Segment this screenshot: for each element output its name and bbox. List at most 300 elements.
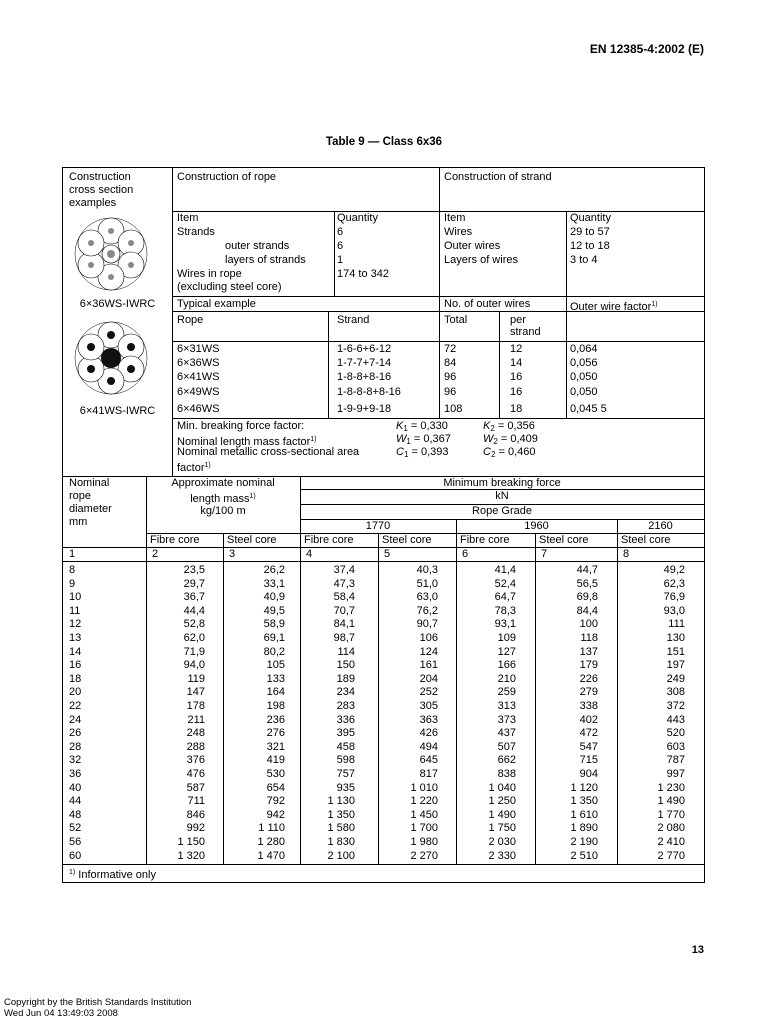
value-cell: 109: [497, 632, 516, 644]
value-cell: 1 040: [488, 782, 516, 794]
value-cell: 249: [666, 673, 685, 685]
mass-header: Approximate nominal: [171, 477, 275, 489]
value-cell: 279: [579, 686, 598, 698]
value-cell: 338: [579, 700, 598, 712]
diameter-cell: 9: [69, 578, 76, 590]
value-cell: 56,5: [576, 578, 598, 590]
value-cell: 1 830: [327, 836, 355, 848]
diameter-header: mm: [69, 516, 88, 528]
factor-c1: $C_1 = 0,393$: [396, 446, 449, 459]
value-cell: 308: [666, 686, 685, 698]
copyright-date: Wed Jun 04 13:49:03 2008: [4, 1008, 118, 1019]
diameter-cell: 22: [69, 700, 82, 712]
area-factor-label-cont: [177, 459, 211, 475]
rope-construction-heading: Construction of rope: [177, 171, 277, 183]
value-cell: 2 270: [410, 850, 438, 862]
value-cell: 52,8: [183, 618, 205, 630]
value-cell: 711: [187, 795, 205, 807]
value-cell: 119: [187, 673, 205, 685]
strand-quantity: 29 to 57: [570, 226, 610, 238]
value-cell: 64,7: [494, 591, 516, 603]
outer-wire-factor-heading: [570, 298, 658, 314]
value-cell: 313: [497, 700, 516, 712]
value-cell: 124: [419, 646, 438, 658]
rule: [63, 561, 704, 562]
value-cell: 935: [336, 782, 355, 794]
grade-1960: 1960: [524, 520, 549, 532]
value-cell: 70,7: [333, 605, 355, 617]
value-cell: 1 280: [257, 836, 285, 848]
value-cell: 98,7: [333, 632, 355, 644]
typical-rope: 6×36WS: [177, 357, 220, 369]
value-cell: 2 080: [657, 822, 685, 834]
value-cell: 662: [497, 754, 516, 766]
value-cell: 1 490: [488, 809, 516, 821]
mass-unit: kg/100 m: [200, 505, 246, 517]
value-cell: 236: [266, 714, 285, 726]
value-cell: 58,4: [333, 591, 355, 603]
value-cell: 44,7: [576, 564, 598, 576]
value-cell: 100: [579, 618, 598, 630]
value-cell: 426: [419, 727, 438, 739]
diameter-header: Nominal: [69, 477, 110, 489]
rope-item: Strands: [177, 226, 215, 238]
value-cell: 49,2: [663, 564, 685, 576]
value-cell: 147: [186, 686, 205, 698]
value-cell: 23,5: [183, 564, 205, 576]
example-label-2: 6×41WS-IWRC: [79, 405, 156, 417]
rope-table: [62, 167, 705, 883]
rope-grade-header: Rope Grade: [472, 505, 532, 517]
value-cell: 2 510: [570, 850, 598, 862]
rope-item-header: Item: [177, 212, 199, 224]
value-cell: 395: [336, 727, 355, 739]
rope-quantity: 6: [337, 226, 344, 238]
value-cell: 1 770: [657, 809, 685, 821]
typical-rope: 6×49WS: [177, 386, 220, 398]
footnote: [69, 866, 156, 882]
value-cell: 904: [579, 768, 598, 780]
value-cell: 133: [266, 673, 285, 685]
core-label: Steel core: [382, 534, 432, 546]
core-label: Steel core: [621, 534, 671, 546]
value-cell: 52,4: [494, 578, 516, 590]
rope-header: Rope: [177, 314, 204, 326]
typical-total: 96: [444, 371, 457, 383]
value-cell: 1 110: [258, 822, 285, 834]
value-cell: 321: [266, 741, 285, 753]
factor-w1-value: = 0,367: [413, 433, 451, 445]
typical-strand: 1-6-6+6-12: [337, 343, 392, 355]
diameter-cell: 12: [69, 618, 82, 630]
rule: [172, 211, 704, 212]
value-cell: 1 890: [570, 822, 598, 834]
footnote-ref: 1): [310, 436, 317, 443]
value-cell: 69,8: [576, 591, 598, 603]
value-cell: 2 030: [488, 836, 516, 848]
diameter-cell: 18: [69, 673, 82, 685]
rope-cross-section-ws-iwrc-image: [73, 320, 149, 396]
value-cell: 372: [666, 700, 685, 712]
page-number: 13: [691, 944, 704, 956]
value-cell: 476: [186, 768, 205, 780]
rule: [172, 418, 704, 419]
outer-wire-factor-text: Outer wire factor: [570, 301, 652, 313]
rule: [334, 211, 335, 296]
value-cell: 62,3: [663, 578, 685, 590]
mass-header-text: length mass: [190, 493, 250, 505]
value-cell: 472: [579, 727, 598, 739]
value-cell: 2 100: [327, 850, 355, 862]
value-cell: 1 120: [570, 782, 598, 794]
factor-w2: $W_2 = 0,409$: [483, 433, 538, 446]
value-cell: 992: [186, 822, 205, 834]
column-number: 8: [623, 548, 630, 560]
factor-w2-value: = 0,409: [500, 433, 538, 445]
typical-rope: 6×41WS: [177, 371, 220, 383]
value-cell: 63,0: [416, 591, 438, 603]
value-cell: 111: [668, 618, 685, 630]
value-cell: 305: [419, 700, 438, 712]
value-cell: 197: [666, 659, 685, 671]
rope-quantity: 174 to 342: [337, 268, 389, 280]
value-cell: 715: [579, 754, 598, 766]
total-header: Total: [444, 314, 468, 326]
diameter-cell: 11: [69, 605, 81, 617]
value-cell: 234: [336, 686, 355, 698]
value-cell: 1 010: [410, 782, 438, 794]
typical-per-strand: 16: [510, 386, 523, 398]
footnote-ref: 1): [204, 462, 211, 469]
diameter-cell: 20: [69, 686, 82, 698]
rope-item: layers of strands: [225, 254, 306, 266]
value-cell: 443: [666, 714, 685, 726]
value-cell: 259: [497, 686, 516, 698]
value-cell: 76,2: [416, 605, 438, 617]
factor-c1-value: = 0,393: [411, 446, 449, 458]
value-cell: 105: [266, 659, 285, 671]
value-cell: 226: [579, 673, 598, 685]
value-cell: 49,5: [263, 605, 285, 617]
mbf-header: Minimum breaking force: [443, 477, 561, 489]
strand-quantity: 3 to 4: [570, 254, 598, 266]
rope-item: Wires in rope: [177, 268, 242, 280]
value-cell: 276: [266, 727, 285, 739]
value-cell: 598: [336, 754, 355, 766]
value-cell: 942: [266, 809, 285, 821]
diameter-cell: 44: [69, 795, 82, 807]
value-cell: 211: [187, 714, 205, 726]
value-cell: 1 130: [327, 795, 355, 807]
typical-per-strand: 18: [510, 403, 523, 415]
value-cell: 252: [419, 686, 438, 698]
value-cell: 507: [497, 741, 516, 753]
rule: [566, 211, 567, 296]
factor-w1: $W_1 = 0,367$: [396, 433, 451, 446]
value-cell: 373: [497, 714, 516, 726]
value-cell: 62,0: [183, 632, 205, 644]
rule: [172, 296, 704, 297]
value-cell: 41,4: [494, 564, 516, 576]
diameter-cell: 52: [69, 822, 82, 834]
strand-quantity-header: Quantity: [570, 212, 611, 224]
value-cell: 1 220: [410, 795, 438, 807]
value-cell: 1 700: [410, 822, 438, 834]
diameter-cell: 32: [69, 754, 82, 766]
column-number: 4: [306, 548, 313, 560]
diameter-cell: 24: [69, 714, 82, 726]
core-label: Fibre core: [460, 534, 510, 546]
value-cell: 792: [266, 795, 285, 807]
value-cell: 997: [666, 768, 685, 780]
strand-construction-heading: Construction of strand: [444, 171, 552, 183]
typical-factor: 0,050: [570, 371, 598, 383]
value-cell: 93,0: [663, 605, 685, 617]
typical-rope: 6×46WS: [177, 403, 220, 415]
strand-item: Outer wires: [444, 240, 501, 252]
value-cell: 36,7: [183, 591, 205, 603]
value-cell: 494: [419, 741, 438, 753]
core-label: Steel core: [227, 534, 277, 546]
value-cell: 1 470: [257, 850, 285, 862]
value-cell: 1 450: [410, 809, 438, 821]
value-cell: 817: [419, 768, 438, 780]
value-cell: 114: [337, 646, 355, 658]
mass-header-2: [146, 490, 300, 506]
rule: [439, 168, 440, 296]
value-cell: 94,0: [183, 659, 205, 671]
rule: [617, 519, 618, 864]
copyright-notice: [4, 997, 191, 1019]
rule: [328, 311, 329, 418]
value-cell: 1 150: [177, 836, 205, 848]
per-strand-header: strand: [510, 326, 541, 338]
value-cell: 51,0: [416, 578, 438, 590]
value-cell: 587: [186, 782, 205, 794]
value-cell: 437: [497, 727, 516, 739]
value-cell: 58,9: [263, 618, 285, 630]
document-id: EN 12385-4:2002 (E): [589, 42, 704, 56]
value-cell: 603: [666, 741, 685, 753]
typical-per-strand: 14: [510, 357, 523, 369]
factor-k2: $K_2 = 0,356$: [483, 420, 535, 433]
diameter-cell: 48: [69, 809, 82, 821]
diameter-cell: 40: [69, 782, 82, 794]
rule: [172, 168, 173, 476]
value-cell: 161: [419, 659, 438, 671]
factor-k2-value: = 0,356: [497, 420, 535, 432]
core-label: Fibre core: [150, 534, 200, 546]
rule: [223, 533, 224, 864]
value-cell: 787: [666, 754, 685, 766]
footnote-ref: 1): [651, 301, 658, 308]
value-cell: 654: [266, 782, 285, 794]
typical-total: 108: [444, 403, 463, 415]
diameter-cell: 60: [69, 850, 82, 862]
value-cell: 69,1: [263, 632, 285, 644]
examples-label-2: cross section: [69, 184, 134, 196]
example-label-1: 6×36WS-IWRC: [79, 298, 156, 310]
typical-strand: 1-7-7+7-14: [337, 357, 392, 369]
diameter-header: rope: [69, 490, 92, 502]
factor-c2: $C_2 = 0,460$: [483, 446, 536, 459]
mbf-factor-label: Min. breaking force factor:: [177, 420, 305, 432]
value-cell: 26,2: [263, 564, 285, 576]
rope-cross-section-ws-iwrc-image: [73, 216, 149, 292]
value-cell: 71,9: [183, 646, 205, 658]
value-cell: 40,3: [416, 564, 438, 576]
value-cell: 29,7: [183, 578, 205, 590]
grade-1770: 1770: [365, 520, 391, 532]
value-cell: 1 980: [410, 836, 438, 848]
value-cell: 1 580: [327, 822, 355, 834]
value-cell: 93,1: [494, 618, 516, 630]
value-cell: 40,9: [263, 591, 285, 603]
value-cell: 37,4: [333, 564, 355, 576]
strand-item: Layers of wires: [444, 254, 518, 266]
outer-wires-heading: No. of outer wires: [444, 298, 531, 310]
value-cell: 402: [579, 714, 598, 726]
copyright-line: Copyright by the British Standards Institution: [4, 997, 192, 1008]
typical-strand: 1-8-8-8+8-16: [337, 386, 401, 398]
value-cell: 127: [497, 646, 516, 658]
value-cell: 363: [419, 714, 438, 726]
column-number: 1: [69, 548, 76, 560]
value-cell: 1 610: [570, 809, 598, 821]
value-cell: 84,4: [576, 605, 598, 617]
rope-quantity-header: Quantity: [337, 212, 378, 224]
value-cell: 1 320: [177, 850, 205, 862]
value-cell: 458: [336, 741, 355, 753]
value-cell: 376: [186, 754, 205, 766]
core-label: Fibre core: [304, 534, 354, 546]
strand-item-header: Item: [444, 212, 466, 224]
strand-quantity: 12 to 18: [570, 240, 610, 252]
typical-rope: 6×31WS: [177, 343, 220, 355]
value-cell: 645: [419, 754, 438, 766]
value-cell: 179: [579, 659, 598, 671]
typical-total: 96: [444, 386, 457, 398]
diameter-cell: 16: [69, 659, 82, 671]
value-cell: 47,3: [333, 578, 355, 590]
value-cell: 1 750: [488, 822, 516, 834]
value-cell: 838: [497, 768, 516, 780]
grade-2160: 2160: [648, 520, 673, 532]
value-cell: 151: [666, 646, 685, 658]
rope-item: outer strands: [225, 240, 290, 252]
value-cell: 530: [266, 768, 285, 780]
value-cell: 520: [666, 727, 685, 739]
value-cell: 33,1: [263, 578, 285, 590]
value-cell: 166: [497, 659, 516, 671]
value-cell: 78,3: [494, 605, 516, 617]
rule: [535, 533, 536, 864]
strand-item: Wires: [444, 226, 473, 238]
value-cell: 1 230: [657, 782, 685, 794]
value-cell: 90,7: [416, 618, 438, 630]
diameter-cell: 36: [69, 768, 82, 780]
value-cell: 547: [579, 741, 598, 753]
diameter-cell: 8: [69, 564, 76, 576]
value-cell: 178: [186, 700, 205, 712]
value-cell: 210: [497, 673, 516, 685]
rope-item: (excluding steel core): [177, 281, 282, 293]
diameter-cell: 13: [69, 632, 82, 644]
typical-factor: 0,045 5: [570, 403, 607, 415]
area-factor-label: Nominal metallic cross-sectional area: [177, 446, 360, 458]
column-number: 5: [384, 548, 391, 560]
value-cell: 118: [580, 632, 598, 644]
mbf-unit: kN: [495, 490, 509, 502]
value-cell: 2 330: [488, 850, 516, 862]
table-title: Table 9 — Class 6x36: [325, 136, 443, 148]
column-number: 6: [462, 548, 469, 560]
diameter-cell: 26: [69, 727, 82, 739]
typical-strand: 1-8-8+8-16: [337, 371, 392, 383]
value-cell: 2 410: [657, 836, 685, 848]
value-cell: 757: [336, 768, 355, 780]
value-cell: 1 350: [570, 795, 598, 807]
value-cell: 130: [666, 632, 685, 644]
value-cell: 2 190: [570, 836, 598, 848]
examples-label-3: examples: [69, 197, 117, 209]
value-cell: 44,4: [183, 605, 205, 617]
value-cell: 189: [336, 673, 355, 685]
footnote-ref: 1): [249, 493, 256, 500]
diameter-header: diameter: [69, 503, 112, 515]
diameter-cell: 56: [69, 836, 82, 848]
value-cell: 2 770: [657, 850, 685, 862]
typical-factor: 0,050: [570, 386, 598, 398]
column-number: 7: [541, 548, 548, 560]
examples-label-1: Construction: [69, 171, 131, 183]
rule: [439, 296, 440, 418]
value-cell: 1 250: [488, 795, 516, 807]
value-cell: 1 350: [327, 809, 355, 821]
diameter-cell: 10: [69, 591, 82, 603]
diameter-cell: 14: [69, 646, 82, 658]
value-cell: 336: [336, 714, 355, 726]
value-cell: 283: [336, 700, 355, 712]
value-cell: 150: [336, 659, 355, 671]
value-cell: 84,1: [333, 618, 355, 630]
diameter-cell: 28: [69, 741, 82, 753]
rule: [566, 296, 567, 418]
value-cell: 288: [186, 741, 205, 753]
rope-quantity: 1: [337, 254, 344, 266]
typical-factor: 0,056: [570, 357, 598, 369]
value-cell: 248: [186, 727, 205, 739]
typical-strand: 1-9-9+9-18: [337, 403, 392, 415]
factor-k1: $K_1 = 0,330$: [396, 420, 448, 433]
value-cell: 1 490: [657, 795, 685, 807]
strand-header: Strand: [337, 314, 370, 326]
value-cell: 80,2: [263, 646, 285, 658]
per-strand-header: per: [510, 314, 526, 326]
typical-total: 84: [444, 357, 457, 369]
footnote-text: Informative only: [78, 869, 156, 881]
value-cell: 106: [419, 632, 438, 644]
rope-quantity: 6: [337, 240, 344, 252]
typical-example-heading: Typical example: [177, 298, 256, 310]
typical-per-strand: 12: [510, 343, 523, 355]
factor-k1-value: = 0,330: [410, 420, 448, 432]
rule: [63, 864, 704, 865]
value-cell: 76,9: [663, 591, 685, 603]
typical-total: 72: [444, 343, 457, 355]
value-cell: 137: [579, 646, 598, 658]
core-label: Steel core: [539, 534, 589, 546]
